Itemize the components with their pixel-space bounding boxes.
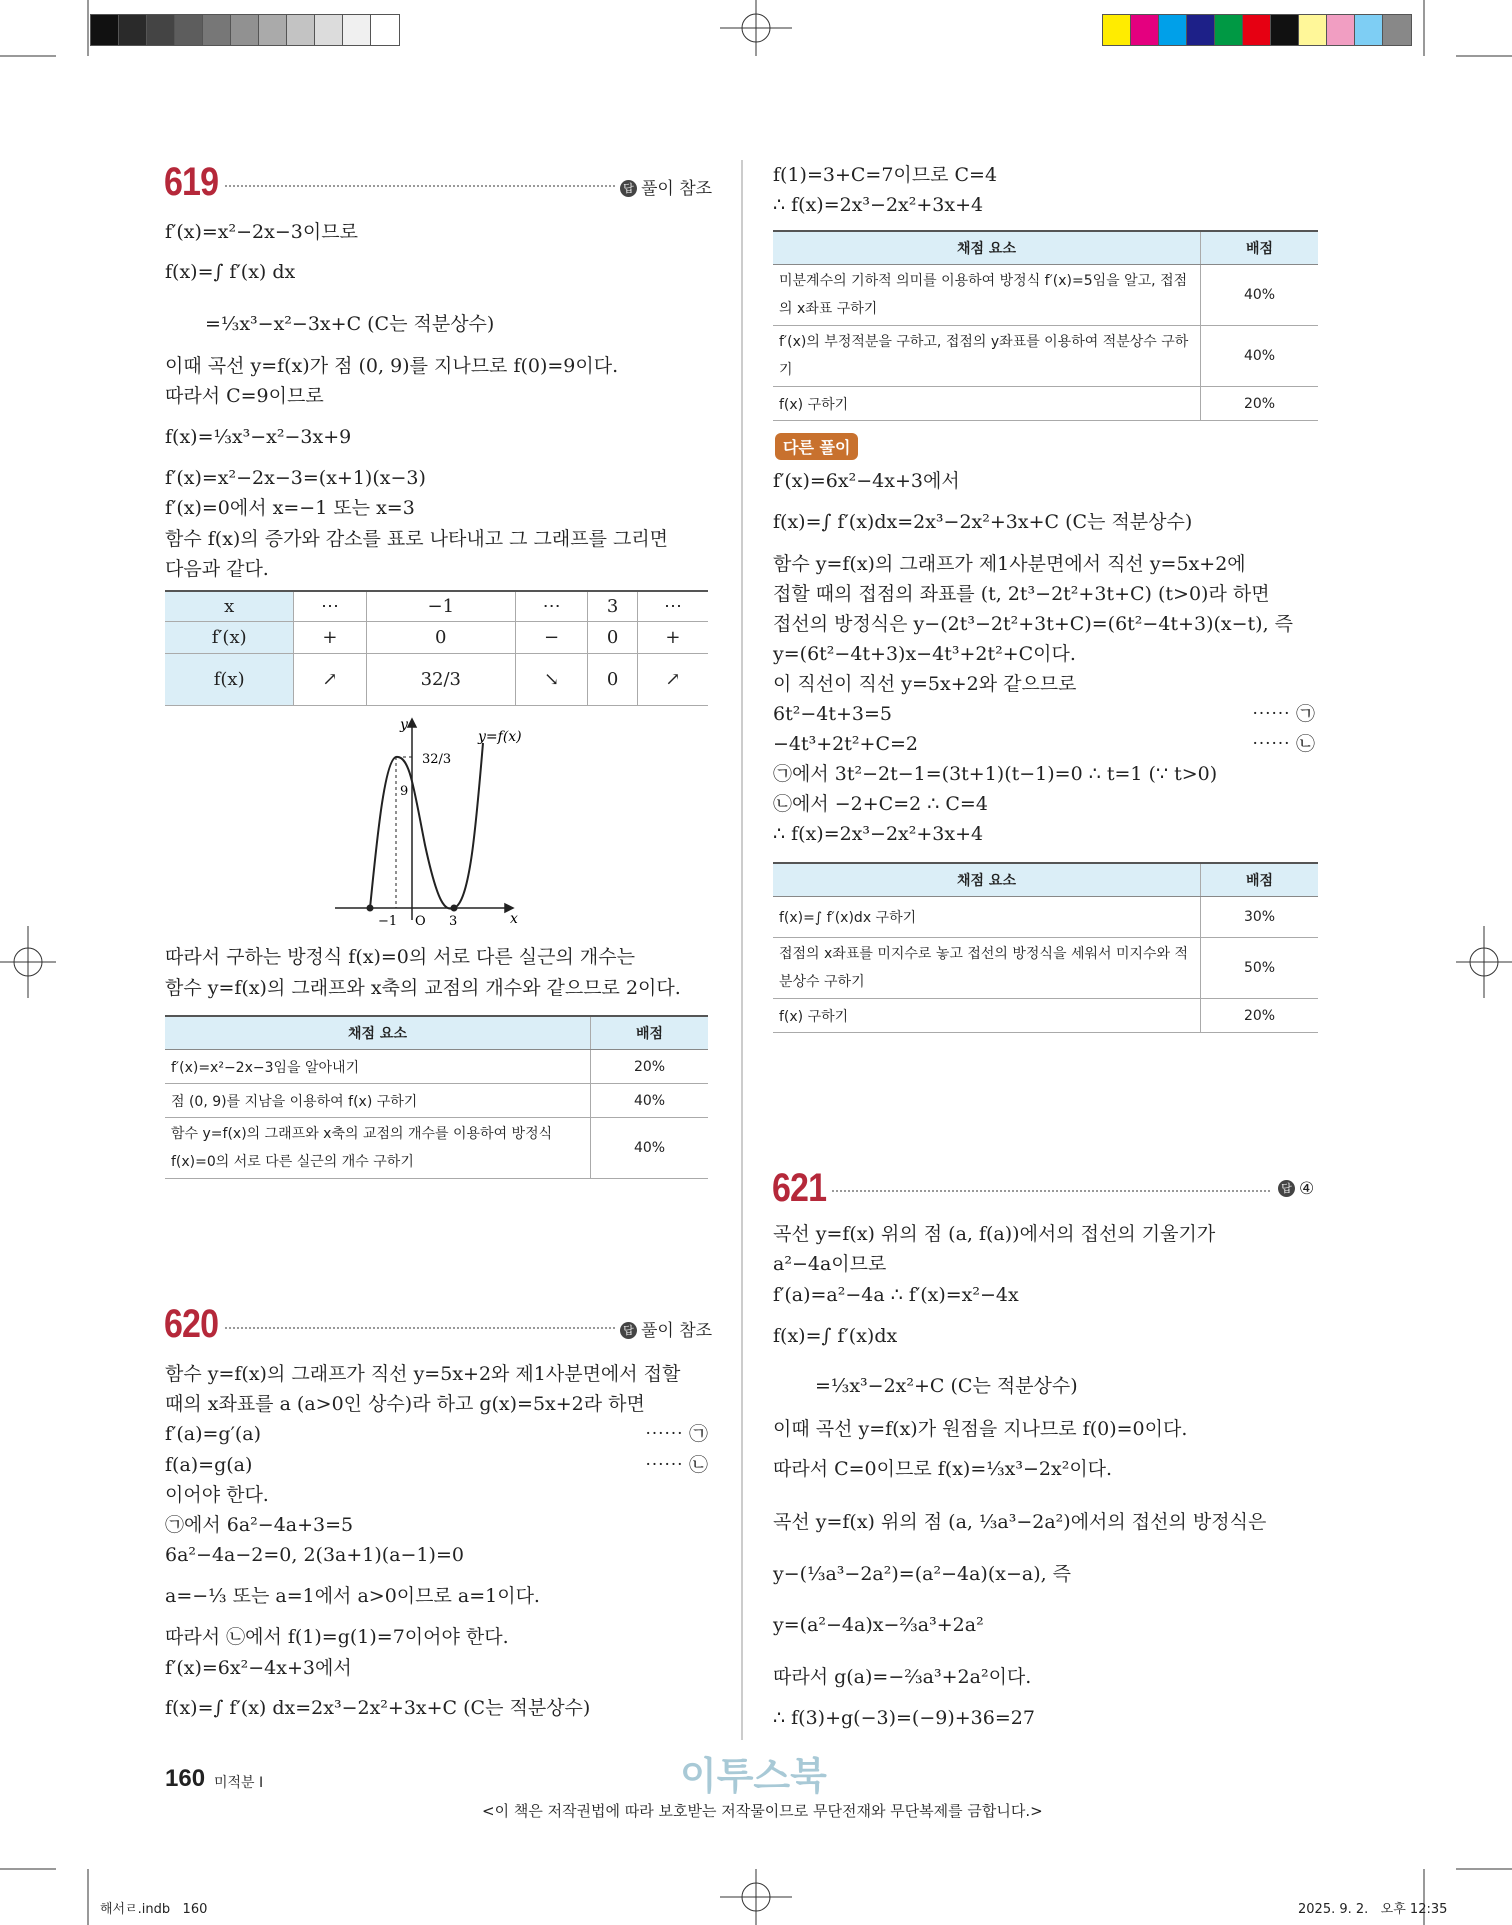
text-line: ∴ f(3)+g(−3)=(−9)+36=27 (773, 1707, 1035, 1729)
table-cell: f′(x)의 부정적분을 구하고, 접점의 y좌표를 이용하여 적분상수 구하기 (773, 326, 1201, 387)
text-line: 곡선 y=f(x) 위의 점 (a, ⅓a³−2a²)에서의 접선의 방정식은 (773, 1511, 1267, 1533)
answer-icon: 답 (1278, 1180, 1295, 1197)
answer-text: 풀이 참조 (641, 1321, 713, 1341)
color-swatch (174, 14, 204, 46)
y-intercept-label: 9 (400, 784, 409, 799)
text-line: f(x)=∫ f′(x)dx (773, 1325, 898, 1347)
text-line: 이 직선이 직선 y=5x+2와 같으므로 (773, 673, 1077, 695)
table-cell: ⋯ (637, 591, 708, 621)
table-cell: f′(x) (165, 621, 294, 653)
text-line: 따라서 C=0이므로 f(x)=⅓x³−2x²이다. (773, 1458, 1113, 1480)
curve-label: y=f(x) (478, 729, 522, 745)
table-cell: ↘ (515, 653, 587, 705)
print-date: 2025. 9. 2. 오후 12:35 (1298, 1902, 1448, 1917)
copyright-notice: <이 책은 저작권법에 따라 보호받는 저작물이므로 무단전재와 무단복제를 금합니다.> (482, 1802, 1043, 1820)
text-line: y=(6t²−4t+3)x−4t³+2t²+C이다. (773, 643, 1076, 665)
increase-decrease-table (165, 590, 708, 706)
text-line: 함수 f(x)의 증가와 감소를 표로 나타내고 그 그래프를 그리면 (165, 528, 669, 550)
scoring-table-620 (773, 230, 1318, 421)
text-line: f′(x)=x²−2x−3이므로 (165, 221, 358, 243)
color-swatch (118, 14, 148, 46)
table-cell: 40% (1201, 265, 1319, 326)
table-cell: 30% (1201, 897, 1319, 938)
table-cell: 40% (591, 1084, 709, 1118)
origin-label: O (415, 914, 426, 929)
color-swatch (90, 14, 120, 46)
text-line: f(x)=∫ f′(x) dx (165, 261, 296, 283)
text-line: 따라서 구하는 방정식 f(x)=0의 서로 다른 실근의 개수는 (165, 946, 635, 968)
marker: ⋯⋯ ㉡ (645, 1454, 709, 1476)
color-swatch (1270, 14, 1300, 46)
dotted-leader (225, 1327, 615, 1329)
table-cell: ↗ (637, 653, 708, 705)
text-line: f(x)=∫ f′(x) dx=2x³−2x²+3x+C (C는 적분상수) (165, 1697, 591, 1719)
cubic-graph (330, 715, 550, 930)
answer-icon: 답 (620, 180, 637, 197)
table-cell: 0 (366, 621, 515, 653)
color-swatch (314, 14, 344, 46)
text-line: 이어야 한다. (165, 1484, 269, 1506)
problem-number-619: 619 (164, 160, 219, 204)
table-header: 배점 (591, 1016, 709, 1050)
text-line: 다음과 같다. (165, 558, 269, 580)
text-line: 접선의 방정식은 y−(2t³−2t²+3t+C)=(6t²−4t+3)(x−t), 즉 (773, 613, 1294, 635)
text-line: ㉠에서 3t²−2t−1=(3t+1)(t−1)=0 ∴ t=1 (∵ t>0) (773, 763, 1218, 785)
color-swatch (1326, 14, 1356, 46)
table-cell: ↗ (294, 653, 366, 705)
color-swatch (1130, 14, 1160, 46)
table-cell: 함수 y=f(x)의 그래프와 x축의 교점의 개수를 이용하여 방정식 f(x)=0의 서로 다른 실근의 개수 구하기 (165, 1118, 591, 1179)
problem-number-620: 620 (164, 1302, 219, 1346)
color-swatch (202, 14, 232, 46)
color-swatch (1158, 14, 1188, 46)
curve (370, 743, 483, 909)
table-cell: 0 (588, 621, 638, 653)
color-swatch (258, 14, 288, 46)
color-swatch (1354, 14, 1384, 46)
text-line: 때의 x좌표를 a (a>0인 상수)라 하고 g(x)=5x+2라 하면 (165, 1393, 645, 1415)
answer-text: 풀이 참조 (641, 179, 713, 199)
table-cell: 3 (588, 591, 638, 621)
dotted-leader (832, 1190, 1270, 1192)
table-cell: − (515, 621, 587, 653)
text-line: f′(a)=a²−4a ∴ f′(x)=x²−4x (773, 1284, 1019, 1306)
answer-badge-621 (1278, 1179, 1314, 1199)
table-cell: + (294, 621, 366, 653)
answer-badge-619 (620, 174, 712, 199)
table-cell: f(x) 구하기 (773, 387, 1201, 421)
text-line: 접할 때의 접점의 좌표를 (t, 2t³−2t²+3t+C) (t>0)라 하면 (773, 583, 1270, 605)
marker: ⋯⋯ ㉡ (1252, 733, 1316, 755)
text-line: 함수 y=f(x)의 그래프와 x축의 교점의 개수와 같으므로 2이다. (165, 977, 681, 999)
text-line: 따라서 C=9이므로 (165, 385, 324, 407)
text-line: 함수 y=f(x)의 그래프가 직선 y=5x+2와 제1사분면에서 접할 (165, 1363, 681, 1385)
scoring-table-619 (165, 1015, 708, 1179)
page-number: 160 (165, 1765, 206, 1792)
scoring-table-620-alt (773, 862, 1318, 1033)
answer-badge-620 (620, 1316, 712, 1341)
color-swatch (1214, 14, 1244, 46)
answer-text: ④ (1299, 1179, 1315, 1199)
table-cell: 20% (1201, 999, 1319, 1033)
text-line: f(x)=∫ f′(x)dx=2x³−2x²+3x+C (C는 적분상수) (773, 511, 1193, 533)
text-line: y−(⅓a³−2a²)=(a²−4a)(x−a), 즉 (773, 1563, 1072, 1585)
text-line: f′(x)=0에서 x=−1 또는 x=3 (165, 497, 415, 519)
table-cell: 미분계수의 기하적 의미를 이용하여 방정식 f′(x)=5임을 알고, 접점의 x좌표 구하기 (773, 265, 1201, 326)
text-line: y=(a²−4a)x−⅔a³+2a² (773, 1614, 984, 1636)
text-line: 6a²−4a−2=0, 2(3a+1)(a−1)=0 (165, 1544, 464, 1566)
table-cell: x (165, 591, 294, 621)
text-line: ㉠에서 6a²−4a+3=5 (165, 1514, 354, 1536)
text-line: =⅓x³−2x²+C (C는 적분상수) (815, 1375, 1078, 1397)
color-swatch (146, 14, 176, 46)
marker: ⋯⋯ ㉠ (1252, 703, 1316, 725)
text-line: f′(x)=x²−2x−3=(x+1)(x−3) (165, 467, 426, 489)
file-info: 해서ㄹ.indb 160 (100, 1902, 208, 1917)
text-line: 따라서 g(a)=−⅔a³+2a²이다. (773, 1666, 1032, 1688)
text-line: 함수 y=f(x)의 그래프가 제1사분면에서 직선 y=5x+2에 (773, 553, 1246, 575)
text-line: 이때 곡선 y=f(x)가 원점을 지나므로 f(0)=0이다. (773, 1418, 1188, 1440)
x-label: x (510, 911, 518, 927)
table-cell: 0 (588, 653, 638, 705)
text-line: 6t²−4t+3=5 (773, 703, 893, 725)
text-line: f(a)=g(a) (165, 1454, 253, 1476)
color-swatch (1102, 14, 1132, 46)
color-swatch (1242, 14, 1272, 46)
text-line: f(x)=⅓x³−x²−3x+9 (165, 426, 352, 448)
table-header: 채점 요소 (165, 1016, 591, 1050)
table-cell: f(x)=∫ f′(x)dx 구하기 (773, 897, 1201, 938)
table-header: 채점 요소 (773, 863, 1201, 897)
color-swatch (342, 14, 372, 46)
table-cell: 점 (0, 9)를 지남을 이용하여 f(x) 구하기 (165, 1084, 591, 1118)
table-header: 배점 (1201, 863, 1319, 897)
alternative-solution-tag: 다른 풀이 (775, 433, 858, 460)
text-line: −4t³+2t²+C=2 (773, 733, 918, 755)
table-cell: f(x) (165, 653, 294, 705)
text-line: =⅓x³−x²−3x+C (C는 적분상수) (205, 313, 495, 335)
text-line: ∴ f(x)=2x³−2x²+3x+4 (773, 194, 984, 216)
y-axis-arrow (408, 719, 416, 727)
publisher-logo: 이투스북 (680, 1754, 827, 1798)
problem-number-621: 621 (772, 1166, 827, 1210)
table-cell: ⋯ (515, 591, 587, 621)
color-swatch (1382, 14, 1412, 46)
table-cell: ⋯ (294, 591, 366, 621)
table-cell: 40% (1201, 326, 1319, 387)
dotted-leader (225, 185, 615, 187)
table-header: 배점 (1201, 231, 1319, 265)
text-line: ∴ f(x)=2x³−2x²+3x+4 (773, 823, 984, 845)
text-line: 따라서 ㉡에서 f(1)=g(1)=7이어야 한다. (165, 1626, 509, 1648)
color-swatch (1298, 14, 1328, 46)
max-label: 32/3 (422, 752, 452, 767)
table-cell: + (637, 621, 708, 653)
answer-icon: 답 (620, 1322, 637, 1339)
text-line: 곡선 y=f(x) 위의 점 (a, f(a))에서의 접선의 기울기가 (773, 1223, 1216, 1245)
table-cell: 20% (591, 1050, 709, 1084)
tick-label: 3 (449, 914, 458, 929)
root-point (451, 905, 458, 912)
table-cell: −1 (366, 591, 515, 621)
table-cell: f(x) 구하기 (773, 999, 1201, 1033)
text-line: ㉡에서 −2+C=2 ∴ C=4 (773, 793, 988, 815)
table-header: 채점 요소 (773, 231, 1201, 265)
text-line: f(1)=3+C=7이므로 C=4 (773, 164, 998, 186)
color-swatch (1186, 14, 1216, 46)
table-cell: 접점의 x좌표를 미지수로 놓고 접선의 방정식을 세워서 미지수와 적분상수 구하기 (773, 938, 1201, 999)
root-point (367, 905, 374, 912)
table-cell: 50% (1201, 938, 1319, 999)
table-cell: 32/3 (366, 653, 515, 705)
marker: ⋯⋯ ㉠ (645, 1423, 709, 1445)
color-swatch (370, 14, 400, 46)
table-cell: 20% (1201, 387, 1319, 421)
text-line: f′(a)=g′(a) (165, 1423, 262, 1445)
text-line: 이때 곡선 y=f(x)가 점 (0, 9)를 지나므로 f(0)=9이다. (165, 355, 619, 377)
y-label: y (400, 717, 408, 733)
subject-label: 미적분 I (214, 1775, 264, 1791)
text-line: a²−4a이므로 (773, 1253, 887, 1275)
text-line: f′(x)=6x²−4x+3에서 (773, 470, 960, 492)
text-line: f′(x)=6x²−4x+3에서 (165, 1657, 352, 1679)
table-cell: f′(x)=x²−2x−3임을 알아내기 (165, 1050, 591, 1084)
color-swatch (230, 14, 260, 46)
color-swatch (286, 14, 316, 46)
text-line: a=−⅓ 또는 a=1에서 a>0이므로 a=1이다. (165, 1585, 540, 1607)
table-cell: 40% (591, 1118, 709, 1179)
tick-label: −1 (378, 914, 398, 929)
